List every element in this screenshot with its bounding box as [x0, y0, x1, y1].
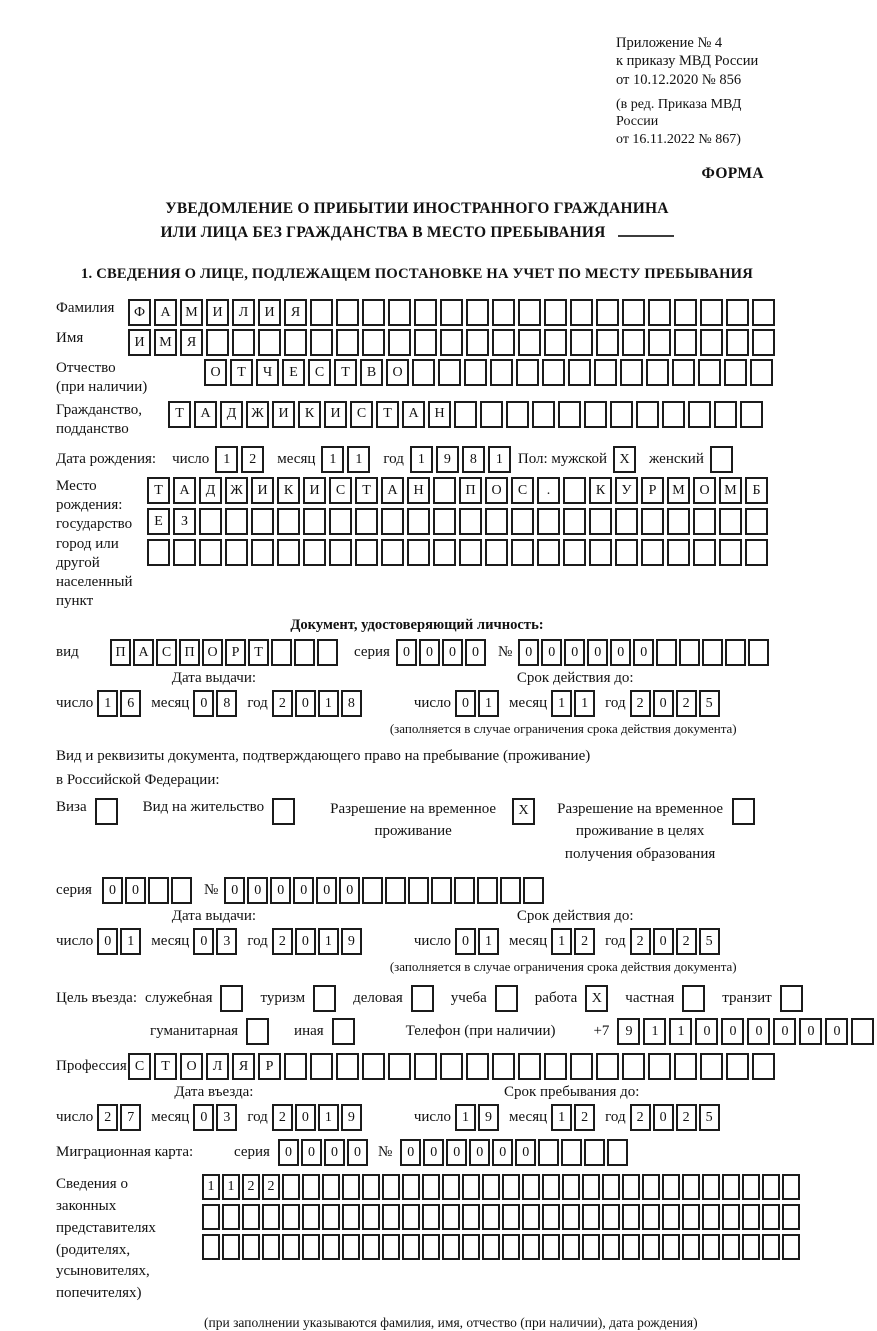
- migration-card-row: [56, 1139, 778, 1166]
- official-checkbox[interactable]: [220, 985, 246, 1012]
- month-label: месяц: [151, 1109, 190, 1126]
- identity-expiry-month-boxes[interactable]: 1 1: [551, 690, 597, 717]
- birth-year-label: год: [383, 451, 404, 468]
- birth-place-label: Место рождения: государство город или другой населенный пункт: [56, 478, 133, 610]
- purpose-row2: [150, 1018, 841, 1045]
- profession-boxes[interactable]: С Т О Л Я Р: [128, 1053, 778, 1080]
- birth-date-row: [56, 446, 778, 473]
- phone-label: Телефон (при наличии): [405, 1023, 556, 1040]
- residence-permit-label: Вид на жительство: [142, 798, 265, 815]
- form-title-line2: ИЛИ ЛИЦА БЕЗ ГРАЖДАНСТВА В МЕСТО ПРЕБЫВАНИЯ: [56, 221, 778, 246]
- name-boxes[interactable]: И М Я: [128, 329, 778, 356]
- migration-number-label: №: [377, 1144, 393, 1161]
- year-label: год: [247, 933, 268, 950]
- option-official: служебная: [145, 985, 247, 1012]
- stay-year-boxes[interactable]: 2 0 2 5: [630, 1104, 722, 1131]
- month-label: месяц: [151, 933, 190, 950]
- residence-expiry-month-boxes[interactable]: 1 2: [551, 928, 597, 955]
- phone-prefix: +7: [593, 1023, 610, 1040]
- temp-residence-checkbox[interactable]: X: [512, 798, 538, 825]
- residence-expiry-title: Срок действия до:: [516, 908, 634, 925]
- purpose-row: [56, 985, 778, 1012]
- birth-date-label: Дата рождения:: [56, 450, 157, 467]
- residence-dates-row: [56, 908, 778, 975]
- form-title-line1: УВЕДОМЛЕНИЕ О ПРИБЫТИИ ИНОСТРАННОГО ГРАЖДАНИНА: [165, 199, 669, 217]
- option-visa: [56, 798, 121, 825]
- identity-expiry-group: [389, 670, 737, 737]
- identity-issue-year-boxes[interactable]: 2 0 1 8: [272, 690, 364, 717]
- residence-expiry-note: (заполняется в случае ограничения срока действия документа): [389, 959, 737, 975]
- residence-issue-month-boxes[interactable]: 0 3: [193, 928, 239, 955]
- residence-issue-group: [56, 908, 372, 975]
- day-label: число: [413, 1109, 452, 1126]
- identity-kind-boxes[interactable]: П А С П О Р Т: [110, 639, 340, 666]
- appendix-block: [616, 34, 778, 149]
- identity-doc-row: [56, 639, 778, 666]
- identity-expiry-title: Срок действия до:: [516, 670, 634, 687]
- option-tourism: туризм: [260, 985, 339, 1012]
- appendix-line: от 10.12.2020 № 856: [616, 71, 742, 88]
- tourism-checkbox[interactable]: [313, 985, 339, 1012]
- identity-doc-header: Документ, удостоверяющий личность:: [290, 617, 544, 634]
- legal-reps-boxes-row2[interactable]: [202, 1204, 802, 1230]
- option-private: частная: [625, 985, 708, 1012]
- year-label: год: [247, 1109, 268, 1126]
- business-checkbox[interactable]: [411, 985, 437, 1012]
- day-label: число: [413, 933, 452, 950]
- birth-place-boxes-row2[interactable]: Е З: [147, 508, 771, 535]
- residence-issue-title: Дата выдачи:: [171, 908, 257, 925]
- entry-date-group: [56, 1084, 372, 1131]
- birth-year-boxes[interactable]: 1 9 8 1: [410, 446, 514, 473]
- birth-place-grid: [147, 477, 771, 570]
- residence-expiry-day-boxes[interactable]: 0 1: [455, 928, 501, 955]
- residence-number-boxes[interactable]: 0 0 0 0 0 0: [224, 877, 546, 904]
- form-title: [56, 197, 778, 247]
- residence-issue-day-boxes[interactable]: 0 1: [97, 928, 143, 955]
- identity-kind-label: вид: [56, 644, 79, 661]
- work-checkbox[interactable]: X: [585, 985, 611, 1012]
- sex-male-checkbox[interactable]: X: [613, 446, 639, 473]
- identity-series-label: серия: [354, 644, 390, 661]
- birth-day-label: число: [172, 451, 210, 468]
- birth-month-label: месяц: [277, 451, 316, 468]
- identity-issue-group: [56, 670, 372, 737]
- residence-series-boxes[interactable]: 0 0: [102, 877, 194, 904]
- migration-series-label: серия: [234, 1144, 270, 1161]
- residence-series-label: серия: [56, 882, 92, 899]
- visa-label: Виза: [56, 798, 87, 815]
- sex-female-label: женский: [649, 451, 704, 468]
- profession-row: [56, 1053, 778, 1080]
- birth-place-row: [56, 477, 778, 611]
- citizenship-label: Гражданство, подданство: [56, 401, 143, 437]
- name-row: [56, 329, 778, 356]
- day-label: число: [56, 933, 94, 950]
- stay-until-title: Срок пребывания до:: [503, 1084, 640, 1101]
- citizenship-row: [56, 401, 778, 439]
- study-checkbox[interactable]: [495, 985, 521, 1012]
- birth-month-boxes[interactable]: 1 1: [321, 446, 373, 473]
- identity-issue-day-boxes[interactable]: 1 6: [97, 690, 143, 717]
- phone-boxes[interactable]: 9 1 1 0 0 0 0 0 0: [617, 1018, 877, 1045]
- title-blank-line: [618, 222, 674, 237]
- patronymic-label: Отчество (при наличии): [56, 360, 148, 396]
- visa-checkbox[interactable]: [95, 798, 121, 825]
- entry-year-boxes[interactable]: 2 0 1 9: [272, 1104, 364, 1131]
- identity-issue-month-boxes[interactable]: 0 8: [193, 690, 239, 717]
- residence-doc-intro: Вид и реквизиты документа, подтверждающего право на пребывание (проживание) в Российской Федерации:: [56, 748, 591, 788]
- identity-series-boxes[interactable]: 0 0 0 0: [396, 639, 488, 666]
- surname-row: [56, 299, 778, 326]
- legal-reps-boxes-row3[interactable]: [202, 1234, 802, 1260]
- other-checkbox[interactable]: [332, 1018, 358, 1045]
- identity-dates-row: [56, 670, 778, 737]
- purpose-label: Цель въезда:: [56, 990, 137, 1007]
- residence-permit-checkbox[interactable]: [272, 798, 298, 825]
- appendix-line: к приказу МВД России: [616, 53, 759, 70]
- sex-male-label: Пол: мужской: [517, 451, 608, 468]
- stay-month-boxes[interactable]: 1 2: [551, 1104, 597, 1131]
- migration-series-boxes[interactable]: 0 0 0 0: [278, 1139, 370, 1166]
- option-work: работа X: [535, 985, 612, 1012]
- residence-expiry-year-boxes[interactable]: 2 0 2 5: [630, 928, 722, 955]
- year-label: год: [605, 933, 626, 950]
- option-humanitarian: гуманитарная: [150, 1018, 272, 1045]
- identity-number-label: №: [497, 644, 513, 661]
- stay-day-boxes[interactable]: 1 9: [455, 1104, 501, 1131]
- residence-number-label: №: [203, 882, 219, 899]
- year-label: год: [247, 695, 268, 712]
- identity-expiry-note: (заполняется в случае ограничения срока действия документа): [389, 721, 737, 737]
- private-checkbox[interactable]: [682, 985, 708, 1012]
- day-label: число: [413, 695, 452, 712]
- option-temp-residence: [322, 798, 538, 843]
- legal-reps-boxes-row1[interactable]: 1 1 2 2: [202, 1174, 802, 1200]
- section1-title: 1. СВЕДЕНИЯ О ЛИЦЕ, ПОДЛЕЖАЩЕМ ПОСТАНОВКЕ НА УЧЕТ ПО МЕСТУ ПРЕБЫВАНИЯ: [81, 266, 753, 283]
- residence-expiry-group: [389, 908, 737, 975]
- birth-day-boxes[interactable]: 1 2: [215, 446, 267, 473]
- citizenship-boxes[interactable]: Т А Д Ж И К И С Т А Н: [168, 401, 766, 428]
- identity-expiry-day-boxes[interactable]: 0 1: [455, 690, 501, 717]
- option-transit: транзит: [722, 985, 805, 1012]
- option-residence-permit: [143, 798, 298, 825]
- surname-boxes[interactable]: Ф А М И Л И Я: [128, 299, 778, 326]
- residence-issue-year-boxes[interactable]: 2 0 1 9: [272, 928, 364, 955]
- month-label: месяц: [509, 1109, 548, 1126]
- identity-number-boxes[interactable]: 0 0 0 0 0 0: [518, 639, 771, 666]
- legal-reps-block: [56, 1174, 778, 1305]
- entry-date-title: Дата въезда:: [174, 1084, 254, 1101]
- transit-checkbox[interactable]: [780, 985, 806, 1012]
- month-label: месяц: [509, 933, 548, 950]
- year-label: год: [605, 695, 626, 712]
- profession-label: Профессия: [56, 1058, 127, 1075]
- migration-number-boxes[interactable]: 0 0 0 0 0 0: [400, 1139, 630, 1166]
- legal-reps-note: (при заполнении указываются фамилия, имя, отчество (при наличии), дата рождения): [204, 1314, 698, 1330]
- birth-place-boxes-row1[interactable]: Т А Д Ж И К И С Т А Н П О С . К У Р М О М Б: [147, 477, 771, 504]
- migration-card-label: Миграционная карта:: [56, 1144, 194, 1161]
- month-label: месяц: [509, 695, 548, 712]
- stay-until-group: [414, 1084, 730, 1131]
- day-label: число: [56, 1109, 94, 1126]
- patronymic-boxes[interactable]: О Т Ч Е С Т В О: [204, 359, 776, 386]
- surname-label: Фамилия: [56, 300, 115, 317]
- revision-line: от 16.11.2022 № 867): [616, 132, 741, 148]
- legal-reps-grid: [202, 1174, 802, 1305]
- patronymic-row: [56, 359, 778, 397]
- appendix-line: Приложение № 4: [616, 35, 723, 51]
- humanitarian-checkbox[interactable]: [246, 1018, 272, 1045]
- legal-reps-label: Сведения о законных представителях (родителях, усыновителях, попечителях): [56, 1176, 156, 1302]
- name-label: Имя: [56, 330, 84, 347]
- entry-dates-row: [56, 1084, 778, 1131]
- year-label: год: [605, 1109, 626, 1126]
- option-temp-residence-education: [556, 798, 758, 866]
- temp-residence-education-label: Разрешение на временное проживание в целях получения образования: [557, 800, 724, 862]
- identity-issue-title: Дата выдачи:: [171, 670, 257, 687]
- option-other: иная: [294, 1018, 358, 1045]
- residence-series-row: [56, 877, 778, 904]
- identity-expiry-year-boxes[interactable]: 2 0 2 5: [630, 690, 722, 717]
- birth-place-boxes-row3[interactable]: [147, 539, 771, 566]
- temp-residence-label: Разрешение на временное проживание: [330, 800, 497, 840]
- temp-residence-education-checkbox[interactable]: [732, 798, 758, 825]
- month-label: месяц: [151, 695, 190, 712]
- sex-female-checkbox[interactable]: [710, 446, 736, 473]
- revision-line: (в ред. Приказа МВД России: [616, 96, 742, 130]
- form-label: ФОРМА: [701, 164, 764, 182]
- option-business: деловая: [353, 985, 437, 1012]
- day-label: число: [56, 695, 94, 712]
- residence-doc-options: [56, 798, 778, 866]
- option-study: учеба: [451, 985, 521, 1012]
- entry-day-boxes[interactable]: 2 7: [97, 1104, 143, 1131]
- entry-month-boxes[interactable]: 0 3: [193, 1104, 239, 1131]
